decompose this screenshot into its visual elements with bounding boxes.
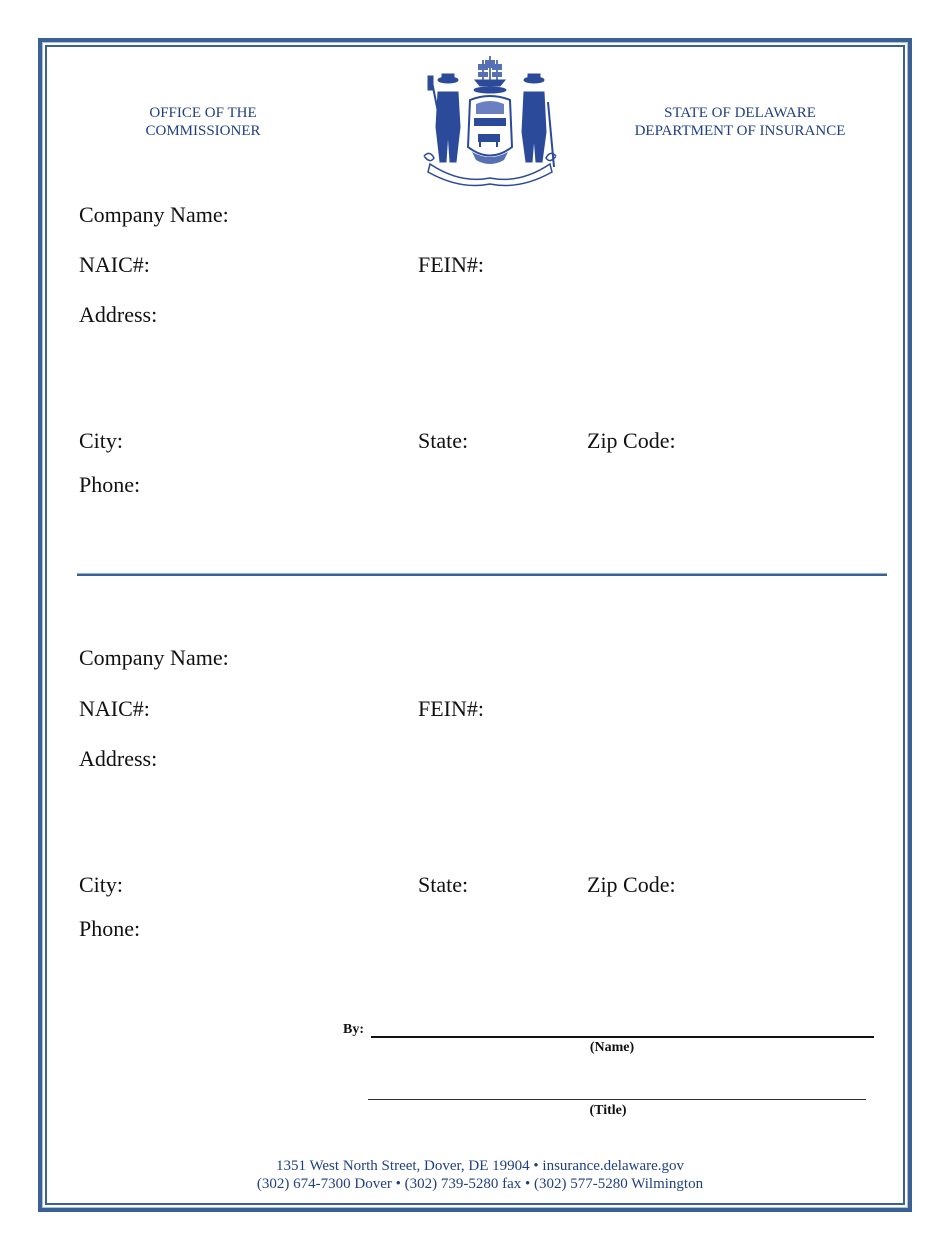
fein-label: FEIN#: xyxy=(418,252,484,277)
zip-code-label: Zip Code: xyxy=(587,872,676,897)
name-caption: (Name) xyxy=(589,1040,635,1055)
name-signature-line[interactable] xyxy=(371,1036,874,1038)
title-signature-line[interactable] xyxy=(368,1099,866,1100)
state-label: State: xyxy=(418,428,469,453)
zip-code-label: Zip Code: xyxy=(587,428,676,453)
company-name-label: Company Name: xyxy=(79,202,229,227)
department-heading-line2: DEPARTMENT OF INSURANCE xyxy=(634,123,846,139)
office-heading-line1: OFFICE OF THE xyxy=(149,105,257,121)
delaware-seal-icon xyxy=(420,52,560,187)
city-label: City: xyxy=(79,872,124,897)
address-label: Address: xyxy=(79,746,158,771)
footer-address-line: 1351 West North Street, Dover, DE 19904 • insurance.delaware.gov xyxy=(275,1158,685,1174)
title-caption: (Title) xyxy=(589,1103,627,1118)
footer-contact xyxy=(180,1157,780,1193)
state-label: State: xyxy=(418,872,469,897)
address-label: Address: xyxy=(79,302,158,327)
phone-label: Phone: xyxy=(79,472,141,497)
office-heading xyxy=(103,104,303,140)
section-divider xyxy=(77,573,887,576)
company-name-label: Company Name: xyxy=(79,645,229,670)
naic-label: NAIC#: xyxy=(79,252,150,277)
department-heading xyxy=(610,104,870,140)
naic-label: NAIC#: xyxy=(79,696,150,721)
office-heading-line2: COMMISSIONER xyxy=(145,123,261,139)
city-label: City: xyxy=(79,428,124,453)
phone-label: Phone: xyxy=(79,916,141,941)
department-heading-line1: STATE OF DELAWARE xyxy=(664,105,816,121)
fein-label: FEIN#: xyxy=(418,696,484,721)
by-label: By: xyxy=(343,1022,364,1037)
footer-phone-line: (302) 674-7300 Dover • (302) 739-5280 fax • (302) 577-5280 Wilmington xyxy=(256,1176,704,1192)
